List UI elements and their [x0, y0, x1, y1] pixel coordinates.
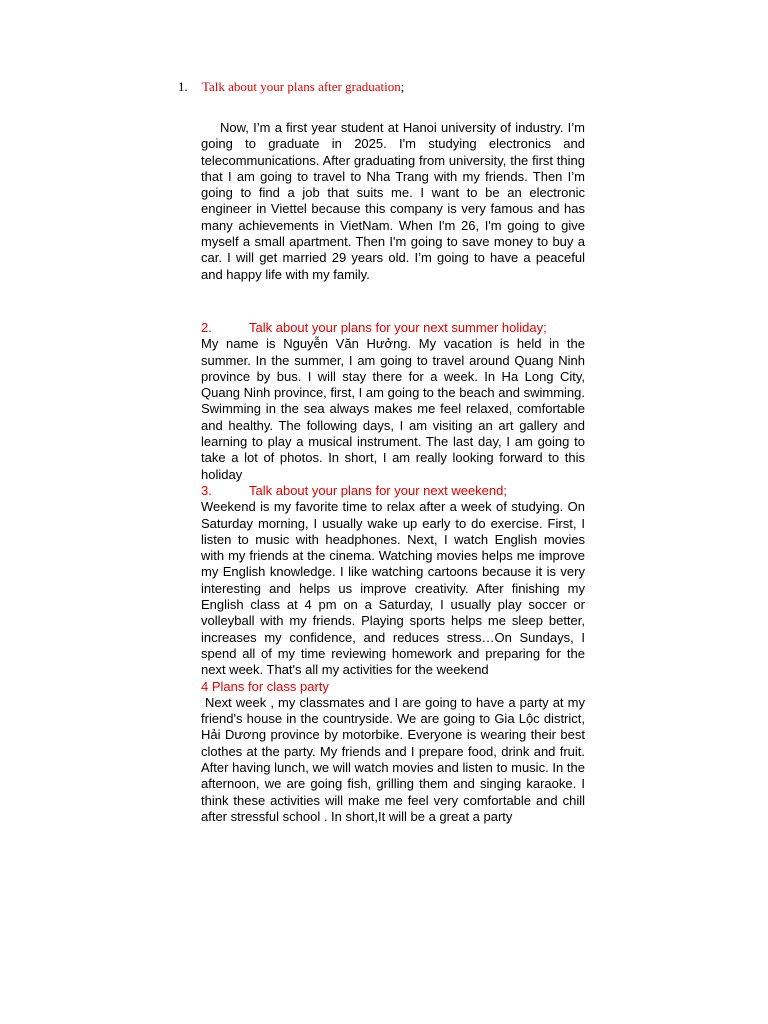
- question-number: 1.: [178, 79, 188, 94]
- question-3-heading: [201, 483, 585, 499]
- question-3-title: Talk about your plans for your next weekend;: [249, 482, 507, 498]
- question-2-number: 2.: [201, 320, 212, 335]
- question-2-heading: [201, 320, 585, 336]
- answer-1-block: [201, 120, 585, 283]
- question-4-heading: 4 Plans for class party: [201, 678, 329, 694]
- answer-4-paragraph: Next week , my classmates and I are going to have a party at my friend's house in the countryside. We are going to Gia Lộc district, Hải Dương province by motorbike. Everyone is wearing their best clothes at the party. My friends and I prepare food, drink and fruit. After having lunch, we will watch movies and listen to music. In the afternoon, we are going fish, grilling them and singing karaoke. I think these activities will make me feel very comfortable and chill after stressful school . In short,It will be a great a party: [201, 694, 585, 824]
- answer-2-paragraph: My name is Nguyễn Văn Hưởng. My vacation is held in the summer. In the summer, I am going to travel around Quang Ninh province by bus. I will stay there for a week. In Ha Long City, Quang Ninh province, first, I am going to the beach and swimming. Swimming in the sea always makes me feel relaxed, comfortable and healthy. The following days, I am visiting an art gallery and learning to play a musical instrument. The last day, I am going to take a lot of photos. In short, I am really looking forward to this holiday: [201, 336, 585, 482]
- answer-3-paragraph: Weekend is my favorite time to relax after a week of studying. On Saturday morning, I usually wake up early to do exercise. First, I listen to music with headphones. Next, I watch English movies with my friends at the cinema. Watching movies helps me improve my English knowledge. I like watching cartoons because it is very interesting and helps us improve creativity. After finishing my English class at 4 pm on a Saturday, I usually play soccer or volleyball with my friends. Playing sports helps me sleep better, increases my confidence, and reduces stress…On Sundays, I spend all of my time reviewing homework and preparing for the next week. That's all my activities for the weekend: [201, 499, 585, 678]
- question-2-title: Talk about your plans for your next summer holiday;: [249, 320, 547, 335]
- question-3-number: 3.: [201, 482, 212, 498]
- answer-1-paragraph: Now, I’m a first year student at Hanoi university of industry. I’m going to graduate in 2025. I'm studying electronics and telecommunications. After graduating from university, the first thing that I am going to travel to Nha Trang with my friends. Then I’m going to find a job that suits me. I want to be an electronic engineer in Viettel because this company is very famous and has many achievements in VietNam. When I'm 26, I'm going to give myself a small apartment. Then I'm going to save money to buy a car. I will get married 29 years old. I’m going to have a peaceful and happy life with my family.: [201, 120, 585, 282]
- question-punctuation: ;: [400, 79, 405, 94]
- question-1-heading: [178, 78, 404, 95]
- question-title: Talk about your plans after graduation: [202, 79, 401, 94]
- sections-block: [201, 320, 585, 825]
